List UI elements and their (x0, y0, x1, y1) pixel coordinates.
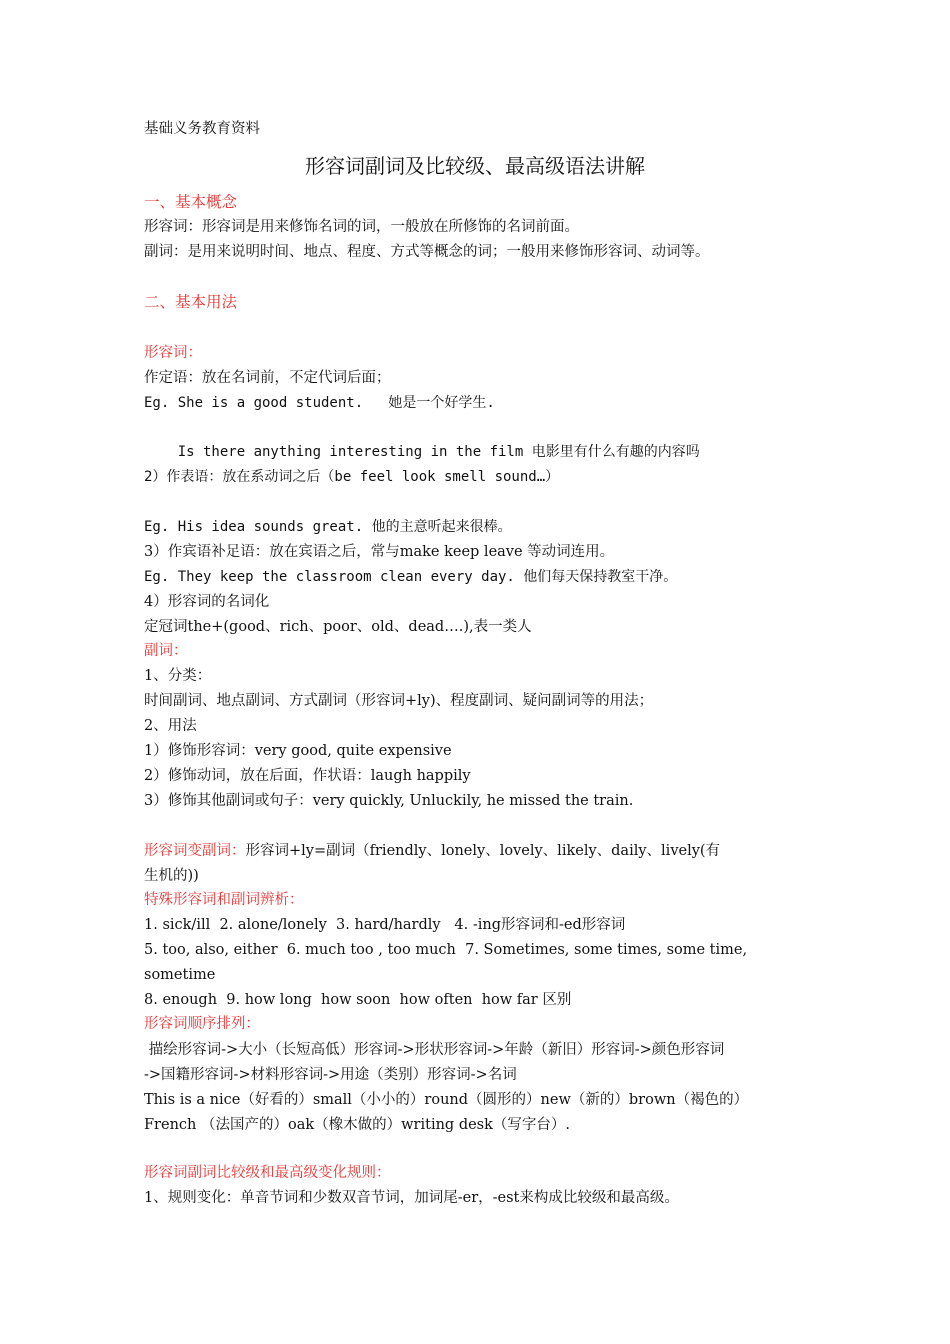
text-line: 5. too, also, either 6. much too , too much 7. Sometimes, some times, some time, (144, 942, 748, 958)
text-line: 8. enough 9. how long how soon how often how far 区别 (144, 992, 572, 1008)
text-line: 2）修饰动词，放在后面，作状语：laugh happily (144, 768, 471, 784)
text-line: sometime (144, 967, 216, 983)
subheading-adverb: 副词： (144, 643, 188, 659)
adj-to-adv-text: 形容词+ly=副词（friendly、lonely、lovely、likely、daily、lively(有 (245, 843, 721, 859)
example-line: Eg. She is a good student. 她是一个好学生. (144, 395, 495, 411)
definition-adverb: 副词：是用来说明时间、地点、程度、方式等概念的词；一般用来修饰形容词、动词等。 (144, 244, 710, 260)
text-line: 2）作表语：放在系动词之后（be feel look smell sound…） (144, 469, 560, 485)
subheading-special-comparison: 特殊形容词和副词辨析： (144, 892, 304, 908)
text-line: 1. sick/ill 2. alone/lonely 3. hard/hardly 4. -ing形容词和-ed形容词 (144, 917, 626, 933)
text-line: 1、分类： (144, 668, 212, 684)
example-line: French （法国产的）oak（橡木做的）writing desk（写字台）. (144, 1117, 571, 1133)
example-line: Is there anything interesting in the film 电影里有什么有趣的内容吗 (144, 444, 700, 460)
text-line: 生机的)) (144, 868, 199, 884)
text-line: 1）修饰形容词：very good, quite expensive (144, 743, 452, 759)
text-line: 作定语：放在名词前，不定代词后面； (144, 370, 391, 386)
document-header: 基础义务教育资料 (144, 121, 260, 137)
section-heading-basic-usage: 二、基本用法 (144, 293, 238, 311)
adj-to-adv-line (144, 841, 720, 861)
text-line: 描绘形容词->大小（长短高低）形容词->形状形容词->年龄（新旧）形容词->颜色形容词 (144, 1042, 725, 1058)
text-line: 时间副词、地点副词、方式副词（形容词+ly)、程度副词、疑问副词等的用法； (144, 693, 654, 709)
text-line: 1、规则变化：单音节词和少数双音节词，加词尾-er，-est来构成比较级和最高级。 (144, 1190, 679, 1206)
definition-adjective: 形容词：形容词是用来修饰名词的词，一般放在所修饰的名词前面。 (144, 219, 579, 235)
adj-to-adv-label: 形容词变副词： (144, 843, 246, 859)
section-heading-basic-concept: 一、基本概念 (144, 193, 238, 211)
subheading-adjective-order: 形容词顺序排列： (144, 1016, 260, 1032)
text-line: 4）形容词的名词化 (144, 594, 270, 610)
example-line: This is a nice（好看的）small（小小的）round（圆形的）new（新的）brown（褐色的） (144, 1092, 749, 1108)
example-line: Eg. They keep the classroom clean every day. 他们每天保持教室干净。 (144, 569, 678, 585)
text-line: 3）修饰其他副词或句子：very quickly, Unluckily, he missed the train. (144, 793, 634, 809)
subheading-comparison-rules: 形容词副词比较级和最高级变化规则： (144, 1165, 391, 1181)
example-line: Eg. His idea sounds great. 他的主意听起来很棒。 (144, 519, 512, 535)
text-line: 2、用法 (144, 718, 197, 734)
text-line: 3）作宾语补足语：放在宾语之后，常与make keep leave 等动词连用。 (144, 544, 615, 560)
text-line: 定冠词the+(good、rich、poor、old、dead….),表一类人 (144, 619, 532, 635)
subheading-adjective: 形容词： (144, 345, 202, 361)
page-title: 形容词副词及比较级、最高级语法讲解 (305, 154, 645, 178)
text-line: ->国籍形容词->材料形容词->用途（类别）形容词->名词 (144, 1067, 517, 1083)
